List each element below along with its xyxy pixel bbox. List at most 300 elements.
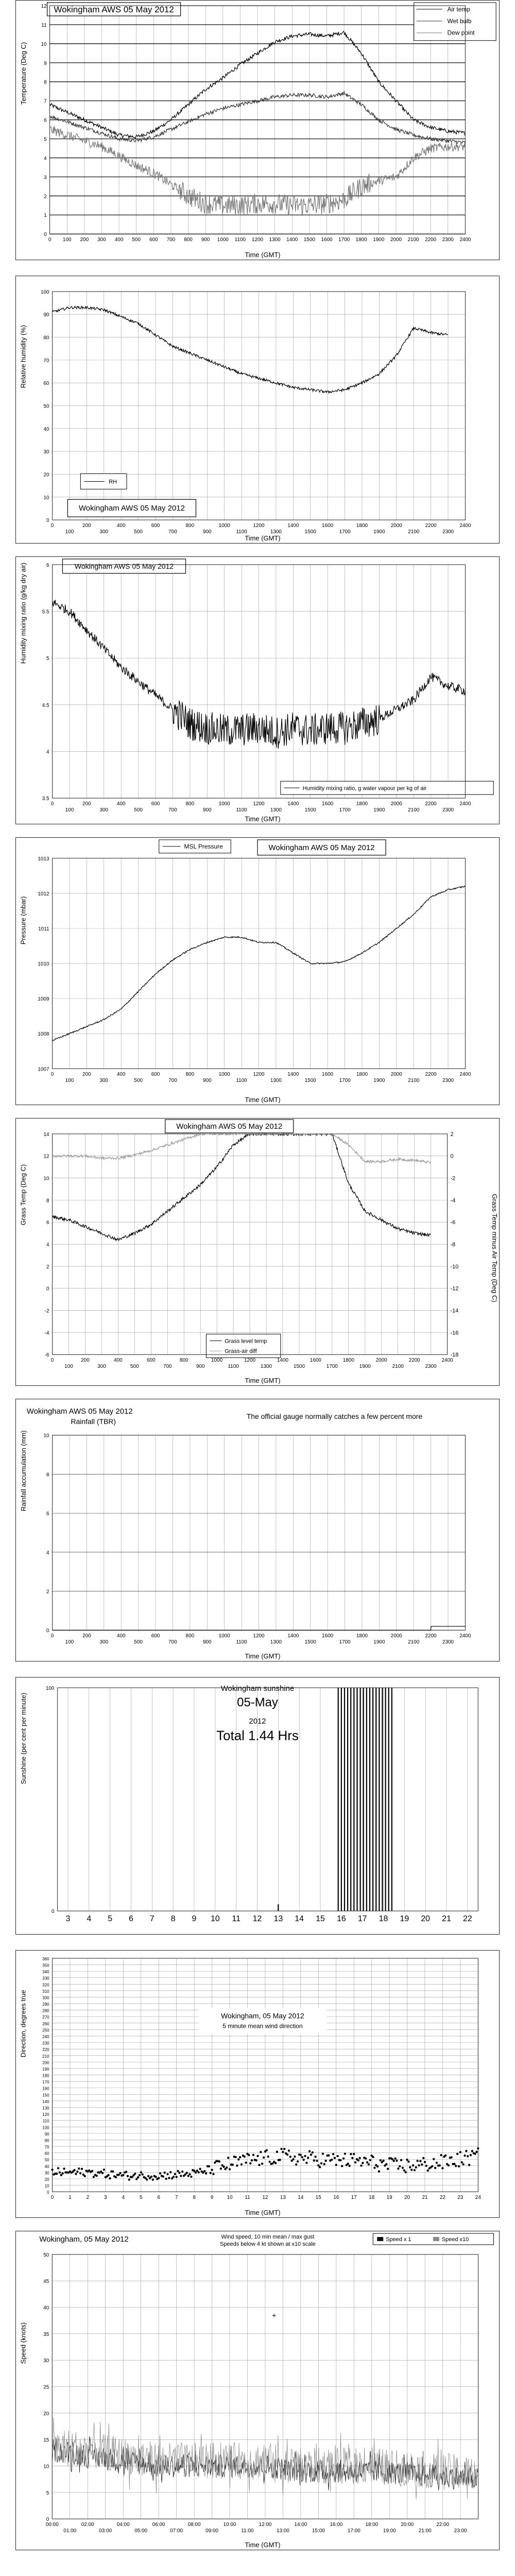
direction-point: [112, 2171, 114, 2173]
y-tick-label: 6: [46, 1220, 49, 1226]
x-tick-label: 6: [157, 2195, 161, 2201]
direction-point: [286, 2154, 288, 2156]
x-tick-label: 900: [202, 1078, 212, 1084]
direction-point: [208, 2165, 210, 2167]
outlier-marker: +: [272, 2311, 277, 2320]
y-tick-label: 20: [43, 472, 49, 478]
direction-point: [406, 2159, 408, 2161]
x-tick-label: 1500: [304, 1639, 316, 1646]
y-tick-label: 1012: [38, 891, 49, 897]
x-tick-label: 2100: [408, 1078, 420, 1084]
direction-point: [412, 2164, 414, 2166]
direction-point: [266, 2149, 268, 2151]
x-tick-label: 00:00: [45, 2522, 59, 2528]
x-tick-label: 23: [457, 2195, 464, 2201]
direction-point: [119, 2172, 121, 2174]
x-tick-label: 400: [116, 801, 126, 807]
x-tick-label: 500: [134, 529, 143, 535]
direction-point: [135, 2178, 138, 2180]
direction-point: [385, 2163, 387, 2165]
direction-point: [237, 2158, 239, 2160]
mixing-ratio-chart-panel: [15, 556, 500, 824]
direction-point: [294, 2156, 296, 2158]
direction-point: [336, 2155, 338, 2157]
x-tick-label: 400: [116, 1072, 126, 1078]
x-tick-label: 23:00: [454, 2528, 467, 2534]
x-tick-label: 1700: [326, 1364, 338, 1370]
x-tick-label: 800: [185, 523, 195, 529]
y-tick-label: 60: [44, 2151, 49, 2156]
direction-point: [461, 2161, 463, 2163]
y-tick-label: 10: [43, 495, 49, 501]
x-tick-label: 2100: [408, 529, 420, 535]
x-tick-label: 800: [184, 237, 193, 243]
x-tick-label: 600: [151, 523, 160, 529]
wind-speed-chart: [16, 2231, 499, 2550]
x-tick-label: 700: [168, 529, 177, 535]
direction-point: [465, 2150, 467, 2152]
y-axis-label: Pressure (mbar): [19, 896, 27, 945]
direction-point: [467, 2155, 469, 2157]
x-tick-label: 2300: [425, 1364, 437, 1370]
x-tick-label: 2000: [390, 1072, 402, 1078]
x-tick-label: 1400: [277, 1358, 289, 1364]
direction-point: [134, 2173, 136, 2175]
x-tick-label: 2200: [425, 1633, 437, 1639]
y-tick-label: 160: [42, 2086, 49, 2091]
direction-point: [249, 2162, 251, 2164]
x-tick-label: 18:00: [365, 2522, 379, 2528]
x-tick-label: 1800: [342, 1358, 354, 1364]
direction-point: [239, 2156, 241, 2158]
direction-point: [146, 2178, 148, 2180]
x-tick-label: 1100: [234, 237, 246, 243]
y-tick-label: 290: [42, 2002, 49, 2007]
y-tick-label: 40: [43, 2305, 49, 2311]
x-tick-label: 21: [422, 2195, 428, 2201]
x-tick-label: 22: [463, 1914, 472, 1924]
x-tick-label: 600: [151, 1633, 160, 1639]
pressure-chart-panel: [15, 837, 500, 1105]
x-tick-label: 1100: [236, 1078, 247, 1084]
x-tick-label: 1100: [236, 529, 247, 535]
direction-point: [347, 2163, 349, 2165]
direction-point: [422, 2157, 424, 2159]
y-tick-label: 6: [46, 1511, 49, 1517]
direction-point: [91, 2170, 93, 2172]
y-tick-label: 10: [43, 1433, 49, 1439]
x-tick-label: 700: [168, 807, 177, 814]
x-tick-label: 600: [151, 1072, 160, 1078]
y-tick-label: 8: [46, 1472, 49, 1478]
x-tick-label: 1800: [355, 237, 367, 243]
direction-point: [410, 2168, 413, 2171]
direction-point: [268, 2161, 270, 2163]
y-tick-label: 0: [46, 2517, 49, 2523]
direction-point: [365, 2157, 367, 2159]
x-tick-label: 1500: [293, 1364, 305, 1370]
direction-point: [122, 2174, 124, 2176]
direction-point: [464, 2155, 466, 2157]
x-tick-label: 07:00: [170, 2528, 183, 2534]
sunshine-chart: [16, 1677, 499, 1934]
x-tick-label: 2200: [425, 801, 437, 807]
x-tick-label: 2100: [392, 1364, 404, 1370]
y2-tick-label: -4: [450, 1197, 456, 1204]
x-tick-label: 1300: [270, 529, 282, 535]
y-tick-label: 9: [44, 60, 47, 66]
y-tick-label: 1008: [38, 1031, 49, 1038]
direction-point: [164, 2172, 166, 2174]
x-tick-label: 1300: [269, 237, 281, 243]
x-tick-label: 8: [193, 2195, 196, 2201]
grid: [53, 1435, 466, 1631]
x-tick-label: 2200: [408, 1358, 420, 1364]
direction-point: [178, 2172, 180, 2174]
x-tick-label: 2400: [459, 801, 471, 807]
x-tick-label: 05:00: [134, 2528, 148, 2534]
direction-point: [127, 2175, 129, 2177]
y-tick-label: 310: [42, 1989, 49, 1994]
direction-point: [180, 2175, 182, 2177]
y-tick-label: 0: [52, 1909, 55, 1915]
direction-point: [241, 2163, 243, 2165]
direction-point: [439, 2164, 441, 2166]
x-tick-label: 1500: [304, 529, 316, 535]
direction-point: [199, 2168, 201, 2170]
y-tick-label: 2: [46, 1264, 49, 1270]
direction-point: [305, 2162, 307, 2164]
y-tick-label: 260: [42, 2021, 49, 2026]
x-tick-label: 20: [404, 2195, 410, 2201]
x-tick-label: 1300: [270, 1078, 282, 1084]
y-tick-label: 80: [44, 2138, 49, 2143]
x-tick-label: 200: [81, 1358, 90, 1364]
chart-title: Wokingham sunshine: [220, 1684, 295, 1693]
x-tick-label: 800: [179, 1358, 188, 1364]
direction-point: [220, 2167, 222, 2170]
y-tick-label: 330: [42, 1976, 49, 1981]
chart-title: Wokingham AWS 05 May 2012: [78, 504, 185, 513]
y2-tick-label: 2: [450, 1131, 454, 1138]
y-tick-label: 350: [42, 1963, 49, 1968]
direction-point: [173, 2176, 175, 2178]
x-tick-label: 1900: [359, 1364, 371, 1370]
y-tick-label: 6: [46, 562, 49, 568]
y-tick-label: 140: [42, 2099, 49, 2104]
direction-point: [462, 2163, 464, 2165]
direction-point: [353, 2153, 355, 2155]
y-tick-label: 360: [42, 1956, 49, 1961]
direction-point: [316, 2160, 318, 2162]
x-tick-label: 500: [134, 807, 143, 814]
grid: [58, 1688, 478, 1911]
x-tick-label: 04:00: [116, 2522, 130, 2528]
direction-point: [450, 2156, 452, 2158]
x-axis-label: Time (GMT): [245, 815, 281, 823]
x-tick-label: 15:00: [312, 2528, 325, 2534]
x-tick-label: 2300: [442, 807, 454, 814]
x-tick-label: 13: [280, 2195, 286, 2201]
chart-note: Wind speed, 10 min mean / max gust: [221, 2233, 315, 2240]
direction-point: [227, 2157, 229, 2159]
direction-point: [317, 2164, 319, 2166]
x-tick-label: 0: [50, 523, 54, 529]
x-tick-label: 700: [166, 237, 176, 243]
direction-point: [474, 2153, 476, 2155]
x-tick-label: 1600: [310, 1358, 321, 1364]
direction-point: [205, 2172, 207, 2174]
y-tick-label: 100: [42, 2125, 49, 2130]
direction-point: [234, 2156, 236, 2158]
direction-point: [362, 2162, 364, 2164]
direction-point: [393, 2160, 395, 2162]
x-tick-label: 19: [386, 2195, 392, 2201]
direction-point: [342, 2157, 345, 2159]
chart-title: Wokingham AWS 05 May 2012: [176, 1122, 283, 1131]
legend-grass-air-diff: Grass-air diff: [225, 1348, 257, 1355]
mixing-ratio-chart: [16, 557, 499, 824]
direction-point: [165, 2178, 167, 2180]
x-tick-label: 2400: [441, 1358, 453, 1364]
y-tick-label: 7: [44, 98, 47, 105]
direction-point: [468, 2164, 470, 2166]
direction-point: [251, 2159, 253, 2161]
y-tick-label: 4: [46, 749, 49, 755]
direction-point: [188, 2173, 191, 2175]
y-tick-label: 30: [43, 2358, 49, 2364]
y-tick-label: 150: [42, 2093, 49, 2098]
direction-point: [175, 2176, 177, 2178]
legend-speed-x10: Speed x10: [441, 2236, 469, 2243]
x-tick-label: 22:00: [436, 2522, 450, 2528]
x-tick-label: 2000: [390, 801, 402, 807]
chart-date: 05-May: [237, 1695, 278, 1709]
x-tick-label: 200: [82, 1633, 91, 1639]
direction-point: [453, 2163, 455, 2165]
x-tick-label: 1400: [287, 523, 299, 529]
y-tick-label: 60: [43, 381, 49, 387]
direction-point: [103, 2168, 105, 2171]
x-tick-label: 12:00: [259, 2522, 272, 2528]
direction-point: [169, 2171, 171, 2173]
y-tick-label: 35: [43, 2331, 49, 2337]
x-tick-label: 1000: [218, 801, 230, 807]
direction-point: [131, 2176, 133, 2178]
y-tick-label: 250: [42, 2028, 49, 2033]
direction-point: [324, 2160, 327, 2162]
direction-point: [128, 2178, 130, 2180]
x-tick-label: 09:00: [205, 2528, 218, 2534]
x-tick-label: 1000: [217, 237, 229, 243]
direction-point: [415, 2166, 417, 2168]
series-line: [53, 306, 449, 393]
y-tick-label: 190: [42, 2066, 49, 2072]
direction-point: [470, 2154, 472, 2156]
direction-point: [288, 2149, 290, 2151]
x-tick-label: 06:00: [152, 2522, 165, 2528]
x-tick-label: 2100: [408, 807, 420, 814]
direction-point: [245, 2162, 247, 2164]
direction-point: [203, 2170, 205, 2172]
direction-point: [226, 2166, 228, 2168]
direction-point: [152, 2179, 154, 2181]
y2-tick-label: -6: [450, 1219, 456, 1226]
y-tick-label: 0: [47, 2190, 49, 2195]
y-tick-label: 2: [44, 194, 47, 200]
direction-point: [397, 2167, 399, 2170]
y-tick-label: 10: [44, 2183, 49, 2189]
wind-speed-chart-panel: [15, 2231, 500, 2550]
temperature-chart-panel: [15, 0, 500, 260]
direction-point: [360, 2164, 362, 2166]
series-line: [53, 1134, 431, 1241]
direction-point: [458, 2165, 460, 2167]
direction-point: [76, 2171, 78, 2173]
x-tick-label: 1900: [373, 529, 385, 535]
y-tick-label: 4.5: [42, 702, 49, 708]
y-tick-label: 100: [45, 1685, 55, 1691]
y2-tick-label: -8: [450, 1242, 456, 1248]
pressure-chart: [16, 838, 499, 1105]
direction-point: [166, 2173, 168, 2175]
x-tick-label: 1400: [287, 801, 299, 807]
x-tick-label: 500: [134, 1639, 143, 1646]
y2-tick-label: -12: [450, 1285, 459, 1292]
legend-swatch-speed-x10: [433, 2237, 439, 2241]
grass-temp-chart-panel: [15, 1118, 500, 1386]
legend-mixing-ratio: Humidity mixing ratio, g water vapour per kg of air: [302, 785, 427, 792]
direction-point: [282, 2151, 284, 2153]
x-tick-label: 100: [64, 1364, 73, 1370]
x-tick-label: 400: [116, 1633, 126, 1639]
direction-point: [198, 2171, 200, 2173]
y-tick-label: 90: [44, 2131, 49, 2137]
x-tick-label: 2300: [442, 1639, 454, 1646]
chart-note: The official gauge normally catches a few percent more: [246, 1412, 423, 1420]
direction-point: [354, 2161, 356, 2163]
chart-year: 2012: [249, 1717, 266, 1726]
direction-point: [369, 2159, 371, 2161]
direction-point: [125, 2171, 127, 2173]
direction-point: [174, 2173, 176, 2175]
direction-point: [150, 2176, 152, 2178]
x-tick-label: 1100: [236, 1639, 247, 1646]
direction-point: [441, 2167, 443, 2169]
x-tick-label: 1700: [339, 807, 351, 814]
y2-tick-label: -2: [450, 1175, 456, 1182]
direction-point: [109, 2177, 111, 2179]
y-tick-label: 210: [42, 2054, 49, 2059]
x-tick-label: 0: [50, 2195, 54, 2201]
x-tick-label: 11: [245, 2195, 250, 2201]
x-tick-label: 17: [357, 1914, 367, 1924]
direction-point: [51, 2168, 53, 2171]
y-tick-label: 230: [42, 2041, 49, 2046]
direction-point: [283, 2148, 285, 2150]
direction-point: [267, 2156, 269, 2158]
y-tick-label: 4: [46, 1242, 49, 1248]
y-tick-label: 5: [46, 656, 49, 662]
direction-point: [158, 2177, 160, 2179]
direction-point: [289, 2156, 291, 2158]
humidity-chart-panel: [15, 276, 500, 544]
direction-point: [81, 2168, 83, 2170]
y-tick-label: 90: [43, 312, 49, 318]
y-tick-label: 20: [44, 2177, 49, 2182]
direction-point: [93, 2176, 95, 2178]
y-tick-label: 5.5: [42, 609, 49, 615]
x-tick-label: 1900: [373, 237, 385, 243]
direction-point: [339, 2159, 341, 2161]
x-tick-label: 1000: [211, 1358, 223, 1364]
direction-point: [344, 2153, 346, 2155]
y-tick-label: -4: [44, 1330, 49, 1336]
y-axis-label: Relative humidity (%): [19, 325, 27, 388]
x-tick-label: 4: [87, 1914, 92, 1924]
x-tick-label: 14: [298, 2195, 304, 2201]
x-tick-label: 800: [185, 801, 195, 807]
direction-point: [382, 2160, 384, 2162]
x-tick-label: 100: [65, 1078, 74, 1084]
direction-point: [229, 2168, 231, 2170]
y-tick-label: 0: [46, 1628, 49, 1634]
y-tick-label: 110: [42, 2119, 49, 2124]
direction-point: [280, 2148, 282, 2150]
direction-point: [139, 2174, 141, 2176]
x-tick-label: 200: [82, 1072, 91, 1078]
chart-title: Wokingham AWS 05 May 2012: [268, 843, 375, 852]
y-tick-label: 5: [46, 2490, 49, 2496]
x-tick-label: 600: [151, 801, 160, 807]
chart-title: Wokingham, 05 May 2012: [221, 2011, 304, 2020]
x-tick-label: 2: [86, 2195, 90, 2201]
chart-title: Wokingham, 05 May 2012: [39, 2234, 129, 2244]
y-tick-label: 200: [42, 2060, 49, 2065]
x-tick-label: 1500: [303, 237, 315, 243]
x-tick-label: 2300: [442, 1078, 454, 1084]
y-tick-label: -2: [44, 1308, 49, 1314]
direction-point: [348, 2165, 350, 2167]
direction-point: [141, 2173, 143, 2175]
x-tick-label: 900: [202, 1639, 212, 1646]
y-tick-label: 40: [43, 426, 49, 432]
direction-point: [222, 2166, 225, 2168]
direction-point: [396, 2160, 398, 2162]
y-tick-label: 5: [44, 137, 47, 143]
direction-point: [351, 2157, 353, 2159]
direction-point: [310, 2154, 312, 2156]
x-axis-label: Time (GMT): [245, 251, 281, 259]
direction-point: [140, 2171, 142, 2173]
x-tick-label: 16:00: [330, 2522, 343, 2528]
chart-subtitle: Rainfall (TBR): [71, 1417, 116, 1426]
x-tick-label: 100: [65, 807, 74, 814]
x-tick-label: 13: [273, 1914, 283, 1924]
y-axis-label: Humidity mixing ratio (g/kg dry air): [19, 562, 27, 664]
y-tick-label: 120: [42, 2112, 49, 2117]
direction-point: [302, 2159, 304, 2161]
y-tick-label: 300: [42, 1995, 49, 2001]
x-tick-label: 0: [48, 237, 52, 243]
x-tick-label: 300: [97, 1364, 106, 1370]
x-tick-label: 12: [252, 1914, 262, 1924]
x-tick-label: 11: [232, 1914, 241, 1924]
x-tick-label: 1000: [218, 1072, 230, 1078]
y-tick-label: 50: [44, 2158, 49, 2163]
y-tick-label: 14: [43, 1131, 49, 1138]
y-tick-label: 6: [44, 117, 47, 124]
